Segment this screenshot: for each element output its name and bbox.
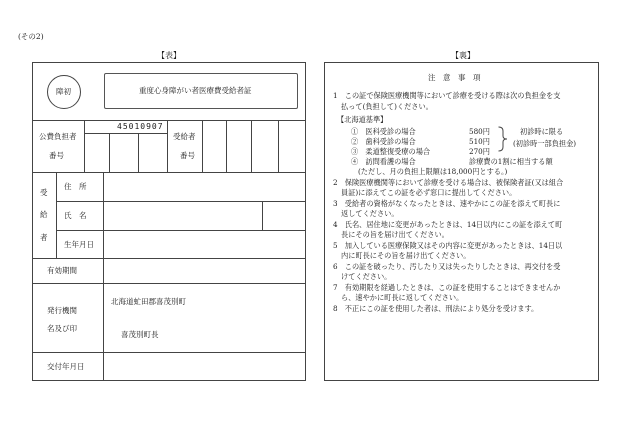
note-line: ④ 訪問看護の場合 (351, 157, 416, 166)
issuer-name: 喜茂別町長 (121, 330, 159, 339)
name-label: 氏 名 (64, 211, 87, 220)
note-line: 長にその旨を届け出てください。 (341, 230, 449, 239)
note-line: 内に町長にその旨を届け出てください。 (341, 251, 471, 260)
recipient-side-1: 受 (40, 188, 48, 197)
front-header: 【表】 (157, 51, 181, 60)
insurer-label-2: 番号 (49, 151, 64, 160)
note-line: けてください。 (341, 272, 392, 281)
issuer-label-2: 名及び印 (47, 324, 77, 333)
note-line: (ただし、月の負担上限額は18,000円とする。) (358, 167, 508, 176)
note-line: 【北海道基準】 (337, 115, 388, 124)
note-line: ② 歯科受診の場合 (351, 137, 416, 146)
note-line: 3 受給者の資格がなくなったときは、速やかにこの証を添えて町長に (333, 199, 561, 208)
page-marker: (その2) (18, 32, 44, 41)
amount-medical: 580円 (469, 127, 490, 136)
note-line: 員証)に添えてこの証を必ず窓口に提出してください。 (341, 188, 517, 197)
birth-label: 生年月日 (64, 240, 94, 249)
note-line: 返してください。 (341, 209, 399, 218)
note-line: 4 氏名、居住地に変更があったときは、14日以内にこの証を添えて町 (333, 220, 563, 229)
note-line: ③ 柔道整復受療の場合 (351, 147, 431, 156)
note-line: 1 この証で保険医療機関等において診療を受ける際は次の負担金を支 (333, 91, 561, 100)
amount-judo: 270円 (469, 147, 490, 156)
amount-dental: 510円 (469, 137, 490, 146)
brace-note-1: 初診時に限る (520, 127, 564, 136)
notes-title: 注 意 事 項 (428, 73, 481, 82)
note-line: 2 保険医療機関等において診療を受ける場合は、被保険者証(又は組合 (333, 178, 564, 187)
insurer-number: 45010907 (117, 122, 164, 131)
note-line: ① 医科受診の場合 (351, 127, 416, 136)
note-line: 5 加入している医療保険又はその内容に変更があったときは、14日以 (333, 241, 563, 250)
issuer-address: 北海道虻田郡喜茂別町 (111, 297, 186, 306)
note-line: 7 有効期限を経過したときは、この証を使用することはできませんか (333, 283, 561, 292)
issue-date-label: 交付年月日 (47, 362, 85, 371)
validity-label: 有効期間 (47, 266, 77, 275)
card-title: 重度心身障がい者医療費受給者証 (139, 86, 252, 95)
recipient-side-2: 給 (40, 210, 48, 219)
back-header: 【裏】 (451, 51, 475, 60)
issuer-label-1: 発行機関 (47, 306, 77, 315)
address-label: 住 所 (64, 182, 87, 191)
amount-visiting-nurse: 診療費の1割に相当する額 (469, 157, 553, 166)
note-line: 払って(負担して)ください。 (341, 102, 433, 111)
recipient-label-1: 受給者 (173, 132, 196, 141)
note-line: ら、速やかに町長に返してください。 (341, 293, 464, 302)
recipient-side-3: 者 (40, 233, 48, 242)
note-line: 8 不正にこの証を使用した者は、刑法により処分を受けます。 (333, 304, 539, 313)
note-line: 6 この証を破ったり、汚したり又は失ったりしたときは、再交付を受 (333, 262, 561, 271)
stamp-text: 障初 (56, 87, 71, 96)
brace-note-2: (初診時一部負担金) (513, 139, 577, 148)
insurer-label-1: 公費負担者 (39, 132, 77, 141)
recipient-label-2: 番号 (180, 151, 195, 160)
